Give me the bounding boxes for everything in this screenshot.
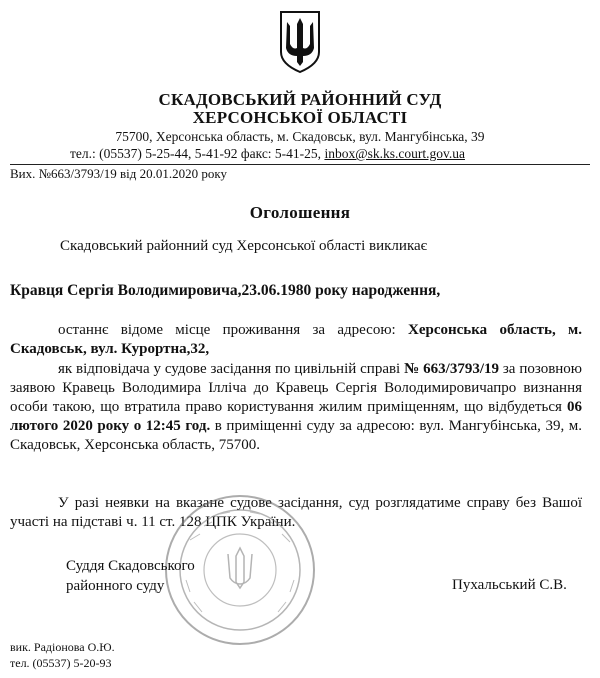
trident-emblem-icon — [277, 8, 323, 76]
judge-position — [66, 556, 195, 596]
court-name-line2: ХЕРСОНСЬКОЇ ОБЛАСТІ — [192, 108, 408, 127]
residence-address: Херсонська область, м. Скадовськ, вул. Курортна,32, — [10, 322, 582, 357]
outgoing-reference: Вих. №663/3793/19 від 20.01.2020 року — [10, 166, 228, 181]
judge-position-line1: Суддя Скадовського — [66, 558, 195, 574]
header-divider — [10, 164, 590, 165]
hearing-text-part2: за позовною заявою Кравець Володимира Ілліча до Кравець Сергія Володимировичапро визнання особи такою, що втратила право користування жилим приміщенням, що відбудеться — [10, 361, 583, 415]
judge-position-line2: районного суду — [66, 578, 165, 594]
residence-paragraph — [10, 321, 582, 359]
court-name-line1: СКАДОВСЬКИЙ РАЙОННИЙ СУД — [158, 90, 442, 109]
court-contacts — [70, 146, 580, 162]
executor-name: вик. Радіонова О.Ю. — [10, 640, 115, 654]
hearing-text-part3: в приміщенні суду за адресою: вул. Мангубінська, 39, м. Скадовськ, Херсонська область, 75700. — [10, 418, 582, 453]
email-link[interactable]: inbox@sk.ks.court.gov.ua — [324, 146, 465, 161]
hearing-text-part1: як відповідача у судове засідання по цивільній справі — [58, 361, 401, 377]
judge-name: Пухальський С.В. — [452, 577, 567, 593]
court-address: 75700, Херсонська область, м. Скадовськ, вул. Мангубінська, 39 — [115, 129, 485, 144]
document-title: Оголошення — [249, 203, 351, 222]
residence-text: останнє відоме місце проживання за адресою: — [58, 322, 396, 338]
hearing-paragraph — [10, 360, 582, 455]
absence-text: У разі неявки на вказане судове засідання, суд розглядатиме справу без Вашої участі на підставі ч. 11 ст. 128 ЦПК України. — [10, 495, 582, 530]
intro-line: Скадовський районний суд Херсонської області викликає — [60, 238, 428, 254]
contacts-phones: тел.: (05537) 5-25-44, 5-41-92 факс: 5-41-25, — [70, 146, 322, 161]
case-number: № 663/3793/19 — [404, 361, 499, 377]
hearing-datetime: 06 лютого 2020 року о 12:45 год. — [10, 399, 582, 434]
summoned-person: Кравця Сергія Володимировича,23.06.1980 року народження, — [10, 282, 441, 299]
executor-phone: тел. (05537) 5-20-93 — [10, 656, 112, 670]
